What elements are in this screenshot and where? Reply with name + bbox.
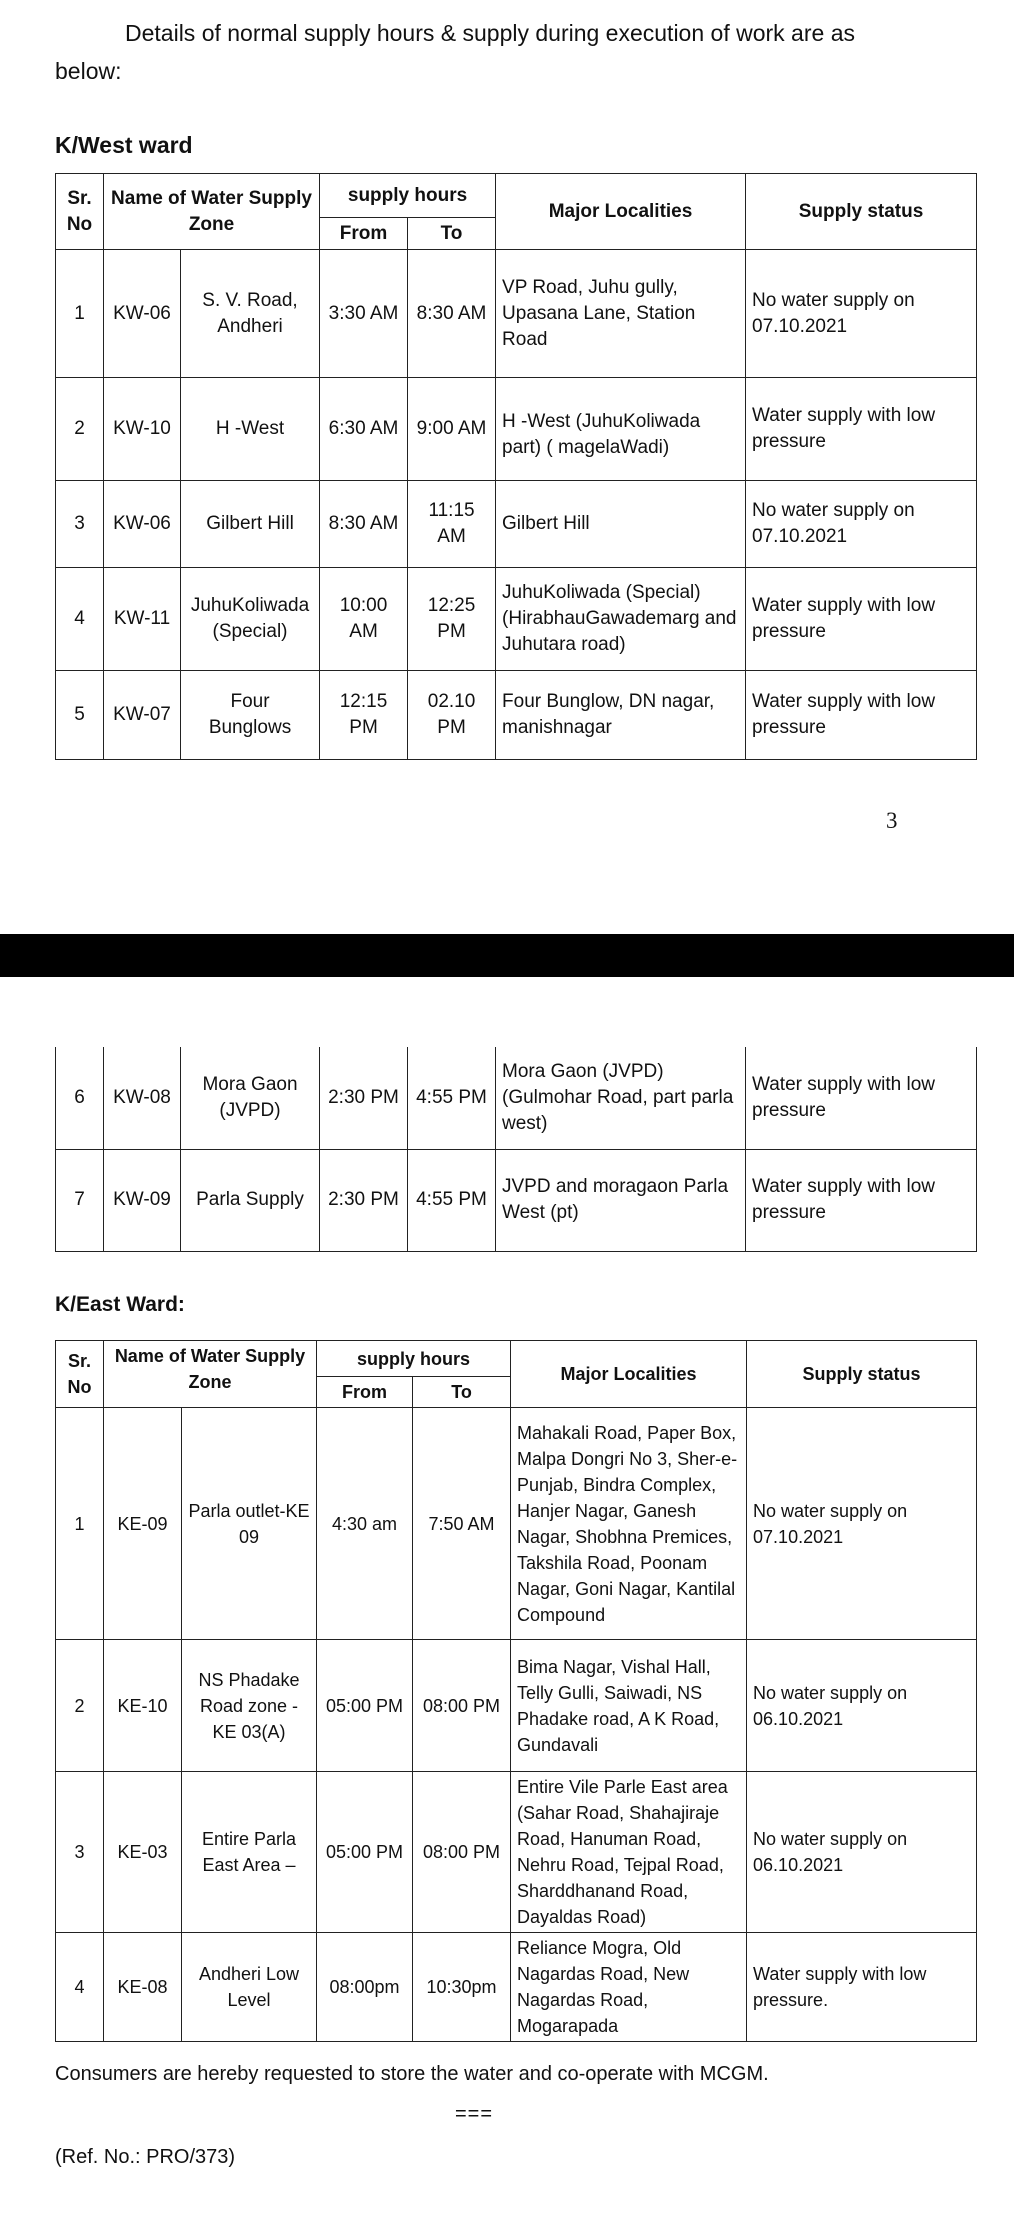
zone-name-cell: Andheri Low Level (182, 1933, 317, 2042)
sr-cell: 2 (56, 1640, 104, 1772)
intro-paragraph (55, 14, 955, 90)
zone-name-cell: H -West (181, 378, 320, 481)
localities-cell: JuhuKoliwada (Special) (HirabhauGawademarg and Juhutara road) (496, 568, 746, 671)
from-cell: 12:15 PM (320, 671, 408, 760)
zone-code-cell: KE-03 (104, 1772, 182, 1933)
header-zone-name: Name of Water Supply Zone (104, 1341, 317, 1408)
zone-code-cell: KW-10 (104, 378, 181, 481)
keast-table (55, 1340, 977, 2042)
table-row (56, 1933, 977, 2042)
zone-code-cell: KW-06 (104, 250, 181, 378)
sr-cell: 3 (56, 481, 104, 568)
zone-name-cell: Four Bunglows (181, 671, 320, 760)
header-from: From (320, 218, 408, 250)
table-row (56, 671, 977, 760)
to-cell: 12:25 PM (408, 568, 496, 671)
header-supply-status: Supply status (747, 1341, 977, 1408)
table-row (56, 568, 977, 671)
zone-name-cell: Parla outlet-KE 09 (182, 1408, 317, 1640)
sr-cell: 7 (56, 1149, 104, 1251)
sr-cell: 1 (56, 1408, 104, 1640)
header-to: To (408, 218, 496, 250)
page-break-bar (0, 934, 1014, 977)
intro-line-1: Details of normal supply hours & supply during execution of work are as (125, 20, 855, 46)
status-cell: No water supply on 06.10.2021 (747, 1772, 977, 1933)
zone-name-cell: Gilbert Hill (181, 481, 320, 568)
to-cell: 02.10 PM (408, 671, 496, 760)
sr-cell: 1 (56, 250, 104, 378)
header-sr-no: Sr. No (56, 1341, 104, 1408)
separator-mark: === (455, 2103, 494, 2125)
page-number: 3 (886, 808, 898, 833)
from-cell: 8:30 AM (320, 481, 408, 568)
to-cell: 10:30pm (413, 1933, 511, 2042)
zone-code-cell: KW-06 (104, 481, 181, 568)
kwest-table-continued (55, 1047, 977, 1252)
localities-cell: VP Road, Juhu gully, Upasana Lane, Station Road (496, 250, 746, 378)
table-row (56, 1149, 977, 1251)
zone-code-cell: KE-08 (104, 1933, 182, 2042)
zone-name-cell: Parla Supply (181, 1149, 320, 1251)
to-cell: 7:50 AM (413, 1408, 511, 1640)
to-cell: 8:30 AM (408, 250, 496, 378)
zone-code-cell: KW-07 (104, 671, 181, 760)
reference-number: (Ref. No.: PRO/373) (55, 2146, 236, 2168)
from-cell: 3:30 AM (320, 250, 408, 378)
localities-cell: Mora Gaon (JVPD) (Gulmohar Road, part parla west) (496, 1047, 746, 1149)
from-cell: 05:00 PM (317, 1640, 413, 1772)
header-supply-hours: supply hours (317, 1341, 511, 1377)
to-cell: 4:55 PM (408, 1149, 496, 1251)
kwest-ward-title: K/West ward (55, 132, 193, 158)
from-cell: 6:30 AM (320, 378, 408, 481)
zone-name-cell: S. V. Road, Andheri (181, 250, 320, 378)
from-cell: 05:00 PM (317, 1772, 413, 1933)
status-cell: No water supply on 07.10.2021 (746, 481, 977, 568)
header-supply-hours: supply hours (320, 174, 496, 218)
zone-code-cell: KW-09 (104, 1149, 181, 1251)
keast-ward-title: K/East Ward: (55, 1293, 185, 1316)
localities-cell: Gilbert Hill (496, 481, 746, 568)
localities-cell: Bima Nagar, Vishal Hall, Telly Gulli, Saiwadi, NS Phadake road, A K Road, Gundavali (511, 1640, 747, 1772)
header-from: From (317, 1377, 413, 1408)
from-cell: 2:30 PM (320, 1149, 408, 1251)
status-cell: Water supply with low pressure (746, 378, 977, 481)
to-cell: 4:55 PM (408, 1047, 496, 1149)
from-cell: 2:30 PM (320, 1047, 408, 1149)
consumer-note: Consumers are hereby requested to store the water and co-operate with MCGM. (55, 2063, 769, 2085)
localities-cell: Reliance Mogra, Old Nagardas Road, New Nagardas Road, Mogarapada (511, 1933, 747, 2042)
header-major-localities: Major Localities (496, 174, 746, 250)
from-cell: 4:30 am (317, 1408, 413, 1640)
header-zone-name: Name of Water Supply Zone (104, 174, 320, 250)
to-cell: 11:15 AM (408, 481, 496, 568)
table-row (56, 1640, 977, 1772)
localities-cell: H -West (JuhuKoliwada part) ( magelaWadi) (496, 378, 746, 481)
table-row (56, 250, 977, 378)
status-cell: No water supply on 07.10.2021 (746, 250, 977, 378)
table-row (56, 1408, 977, 1640)
header-to: To (413, 1377, 511, 1408)
localities-cell: JVPD and moragaon Parla West (pt) (496, 1149, 746, 1251)
status-cell: Water supply with low pressure (746, 671, 977, 760)
sr-cell: 6 (56, 1047, 104, 1149)
zone-name-cell: Entire Parla East Area – (182, 1772, 317, 1933)
status-cell: Water supply with low pressure (746, 1047, 977, 1149)
zone-code-cell: KE-10 (104, 1640, 182, 1772)
status-cell: Water supply with low pressure (746, 568, 977, 671)
zone-code-cell: KW-08 (104, 1047, 181, 1149)
status-cell: No water supply on 06.10.2021 (747, 1640, 977, 1772)
from-cell: 08:00pm (317, 1933, 413, 2042)
intro-line-2: below: (55, 58, 122, 84)
localities-cell: Mahakali Road, Paper Box, Malpa Dongri No 3, Sher-e-Punjab, Bindra Complex, Hanjer Nagar, Ganesh Nagar, Shobhna Premices, Takshila Road, Poonam Nagar, Goni Nagar, Kantilal Compound (511, 1408, 747, 1640)
sr-cell: 4 (56, 1933, 104, 2042)
status-cell: Water supply with low pressure. (747, 1933, 977, 2042)
zone-name-cell: JuhuKoliwada (Special) (181, 568, 320, 671)
localities-cell: Four Bunglow, DN nagar, manishnagar (496, 671, 746, 760)
zone-code-cell: KW-11 (104, 568, 181, 671)
status-cell: No water supply on 07.10.2021 (747, 1408, 977, 1640)
table-row (56, 1772, 977, 1933)
to-cell: 9:00 AM (408, 378, 496, 481)
sr-cell: 5 (56, 671, 104, 760)
table-row (56, 1047, 977, 1149)
to-cell: 08:00 PM (413, 1772, 511, 1933)
zone-code-cell: KE-09 (104, 1408, 182, 1640)
sr-cell: 2 (56, 378, 104, 481)
sr-cell: 4 (56, 568, 104, 671)
header-supply-status: Supply status (746, 174, 977, 250)
from-cell: 10:00 AM (320, 568, 408, 671)
header-sr-no: Sr. No (56, 174, 104, 250)
table-row (56, 481, 977, 568)
sr-cell: 3 (56, 1772, 104, 1933)
kwest-table (55, 173, 977, 760)
status-cell: Water supply with low pressure (746, 1149, 977, 1251)
zone-name-cell: NS Phadake Road zone - KE 03(A) (182, 1640, 317, 1772)
to-cell: 08:00 PM (413, 1640, 511, 1772)
table-row (56, 378, 977, 481)
zone-name-cell: Mora Gaon (JVPD) (181, 1047, 320, 1149)
localities-cell: Entire Vile Parle East area (Sahar Road, Shahajiraje Road, Hanuman Road, Nehru Road, Tejpal Road, Sharddhanand Road, Dayaldas Road) (511, 1772, 747, 1933)
header-major-localities: Major Localities (511, 1341, 747, 1408)
